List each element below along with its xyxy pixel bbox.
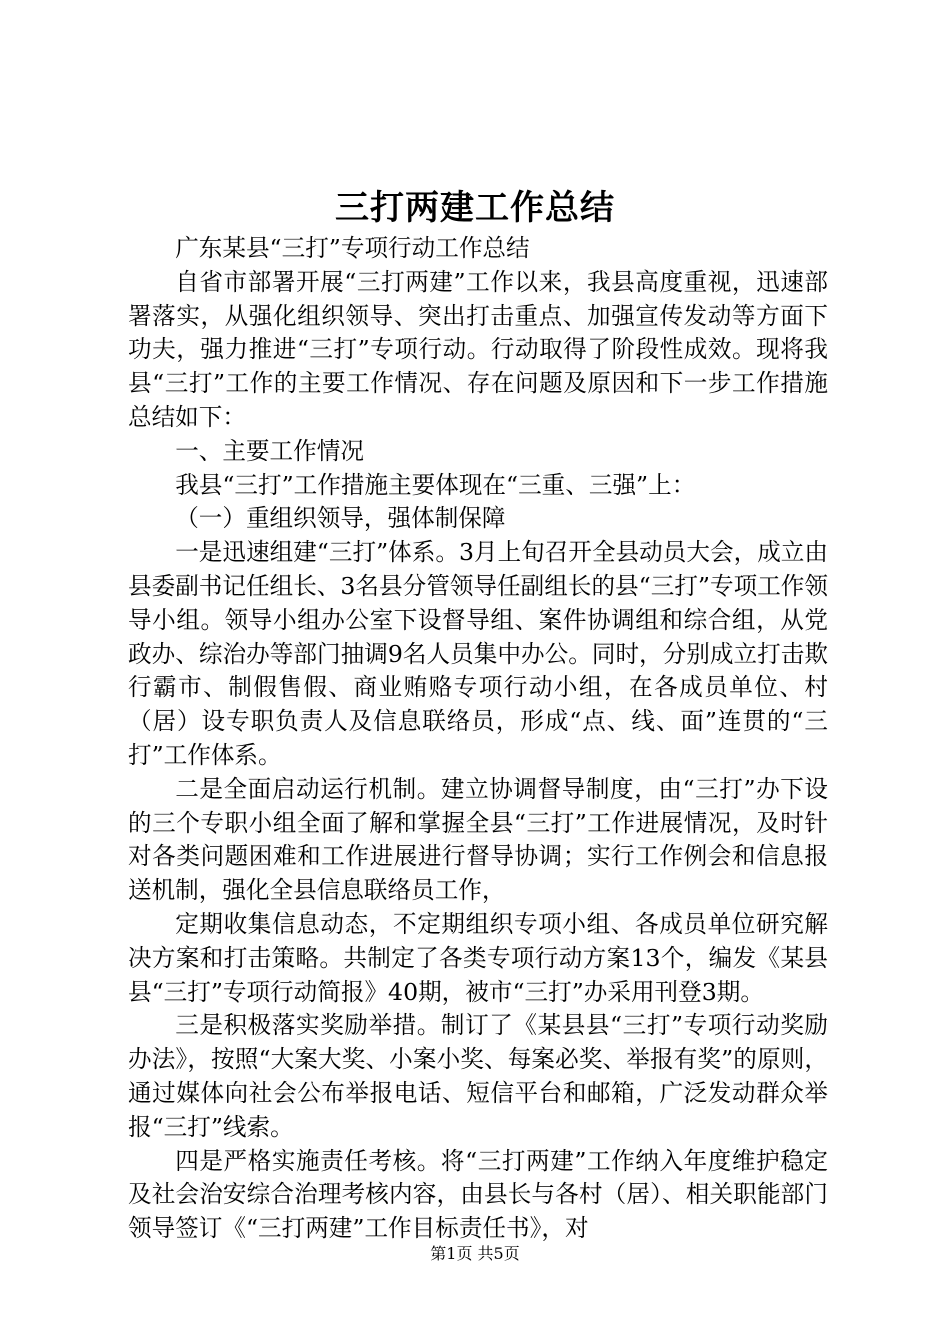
- paragraph-point-two: 二是全面启动运行机制。建立协调督导制度，由“三打”办下设的三个专职小组全面了解和掌握全县“三打”工作进展情况，及时针对各类问题困难和工作进展进行督导协调；实行工作例会和信息报送机制，强化全县信息联络员工作，: [128, 774, 828, 905]
- document-body: [128, 232, 828, 1246]
- paragraph-subtitle: 广东某县“三打”专项行动工作总结: [175, 234, 530, 262]
- paragraph-point-four: 四是严格实施责任考核。将“三打两建”工作纳入年度维护稳定及社会治安综合治理考核内容，由县长与各村（居）、相关职能部门领导签订《“三打两建”工作目标责任书》，对: [128, 1146, 828, 1243]
- paragraph-intro: 自省市部署开展“三打两建”工作以来，我县高度重视，迅速部署落实，从强化组织领导、突出打击重点、加强宣传发动等方面下功夫，强力推进“三打”专项行动。行动取得了阶段性成效。现将我县“三打”工作的主要工作情况、存在问题及原因和下一步工作措施总结如下：: [128, 267, 828, 431]
- paragraph-summary: 我县“三打”工作措施主要体现在“三重、三强”上：: [175, 470, 696, 499]
- paragraph-point-one: 一是迅速组建“三打”体系。3月上旬召开全县动员大会，成立由县委副书记任组长、3名县分管领导任副组长的县“三打”专项工作领导小组。领导小组办公室下设督导组、案件协调组和综合组，从党政办、综治办等部门抽调9名人员集中办公。同时，分别成立打击欺行霸市、制假售假、商业贿赂专项行动小组，在各成员单位、村（居）设专职负责人及信息联络员，形成“点、线、面”连贯的“三打”工作体系。: [128, 538, 828, 769]
- section-heading-main-work: 一、主要工作情况: [175, 436, 364, 465]
- subsection-heading-organization: （一）重组织领导，强体制保障: [175, 504, 506, 533]
- paragraph-point-two-continued: 定期收集信息动态，不定期组织专项小组、各成员单位研究解决方案和打击策略。共制定了各类专项行动方案13个，编发《某县县“三打”专项行动简报》40期，被市“三打”办采用刊登3期。: [128, 909, 828, 1006]
- paragraph-point-three: 三是积极落实奖励举措。制订了《某县县“三打”专项行动奖励办法》，按照“大案大奖、小案小奖、每案必奖、举报有奖”的原则，通过媒体向社会公布举报电话、短信平台和邮箱，广泛发动群众举报“三打”线索。: [128, 1011, 828, 1141]
- document-title: 三打两建工作总结: [335, 188, 615, 228]
- page-footer: 第1页 共5页: [430, 1244, 520, 1263]
